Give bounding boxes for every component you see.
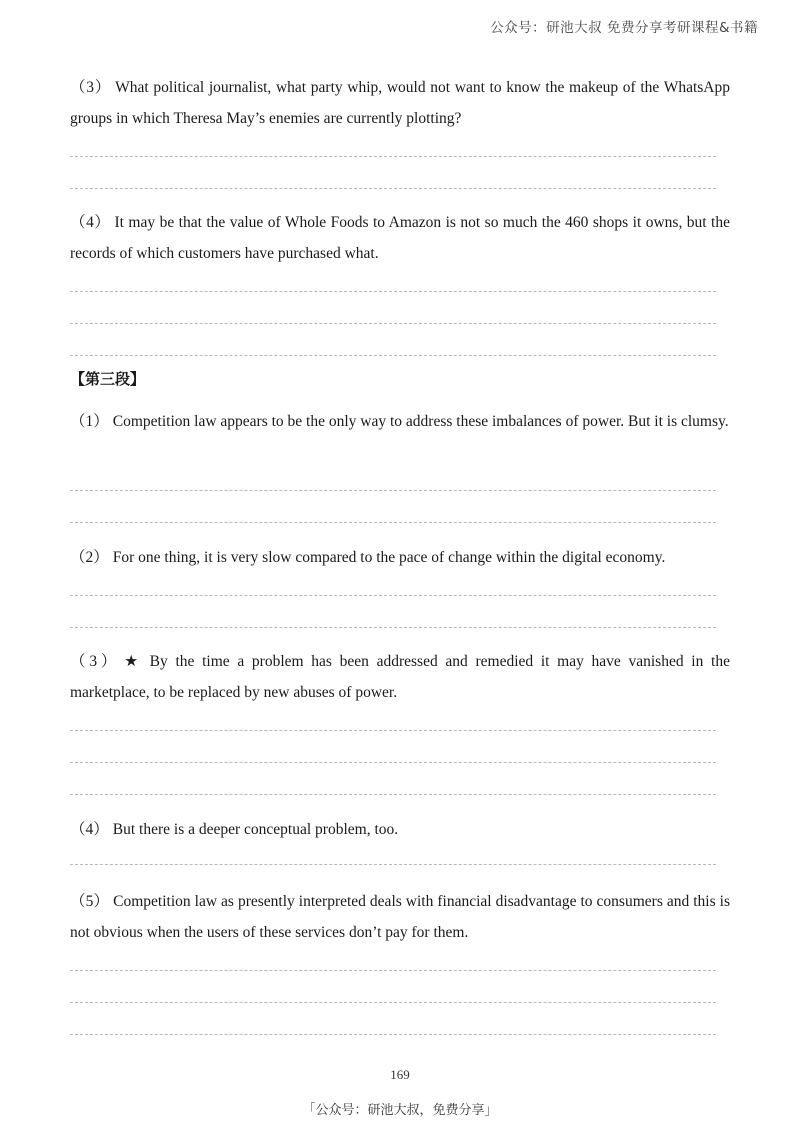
sentence-block xyxy=(70,72,730,134)
answer-line[interactable] xyxy=(70,188,716,189)
answer-line[interactable] xyxy=(70,522,716,523)
header-note: 公众号：研池大叔 免费分享考研课程&书籍 xyxy=(490,20,758,36)
sentence-body: It may be that the value of Whole Foods to Amazon is not so much the 460 shops it owns, but the records of which customers have purchased what. xyxy=(70,214,730,262)
sentence-block xyxy=(70,646,730,708)
sentence-body: Competition law as presently interpreted deals with financial disadvantage to consumers and this is not obvious when the users of these services don’t pay for them. xyxy=(70,893,730,941)
answer-line[interactable] xyxy=(70,970,716,971)
sentence-body: What political journalist, what party whip, would not want to know the makeup of the WhatsApp groups in which Theresa May’s enemies are currently plotting? xyxy=(70,79,730,127)
sentence-number: （4） xyxy=(70,821,109,838)
answer-line[interactable] xyxy=(70,627,716,628)
answer-lines xyxy=(70,291,716,387)
sentence-text xyxy=(70,72,730,134)
answer-line[interactable] xyxy=(70,794,716,795)
sentence-block xyxy=(70,886,730,948)
page-number: 169 xyxy=(390,1067,410,1082)
sentence-text xyxy=(70,207,730,269)
footer-note: 「公众号：研池大叔，免费分享」 xyxy=(302,1103,498,1118)
sentence-number: （5） xyxy=(70,893,110,910)
answer-line[interactable] xyxy=(70,355,716,356)
sentence-number: （3） xyxy=(70,79,112,96)
answer-line[interactable] xyxy=(70,595,716,596)
answer-line[interactable] xyxy=(70,490,716,491)
answer-line[interactable] xyxy=(70,730,716,731)
answer-line[interactable] xyxy=(70,156,716,157)
sentence-body: ★ By the time a problem has been addressed and remedied it may have vanished in the marketplace, to be replaced by new abuses of power. xyxy=(70,653,730,701)
answer-line[interactable] xyxy=(70,323,716,324)
sentence-text xyxy=(70,542,730,573)
sentence-number: （4） xyxy=(70,214,111,231)
sentence-number: （3） xyxy=(70,653,121,670)
sentence-text xyxy=(70,814,730,845)
sentence-number: （2） xyxy=(70,549,109,566)
sentence-block xyxy=(70,207,730,269)
sentence-body: But there is a deeper conceptual problem, too. xyxy=(112,821,399,838)
sentence-block xyxy=(70,542,730,573)
sentence-text xyxy=(70,886,730,948)
sentence-block xyxy=(70,814,730,845)
sentence-body: Competition law appears to be the only way to address these imbalances of power. But it is clumsy. xyxy=(112,413,729,430)
sentence-number: （1） xyxy=(70,413,109,430)
answer-line[interactable] xyxy=(70,1034,716,1035)
answer-lines xyxy=(70,730,716,826)
answer-line[interactable] xyxy=(70,291,716,292)
answer-line[interactable] xyxy=(70,864,716,865)
answer-lines xyxy=(70,970,716,1066)
sentence-block xyxy=(70,406,730,437)
answer-line[interactable] xyxy=(70,762,716,763)
answer-line[interactable] xyxy=(70,1002,716,1003)
sentence-text xyxy=(70,646,730,708)
sentence-body: For one thing, it is very slow compared to the pace of change within the digital economy. xyxy=(112,549,666,566)
sentence-text xyxy=(70,406,730,437)
section-heading: 【第三段】 xyxy=(70,370,146,388)
